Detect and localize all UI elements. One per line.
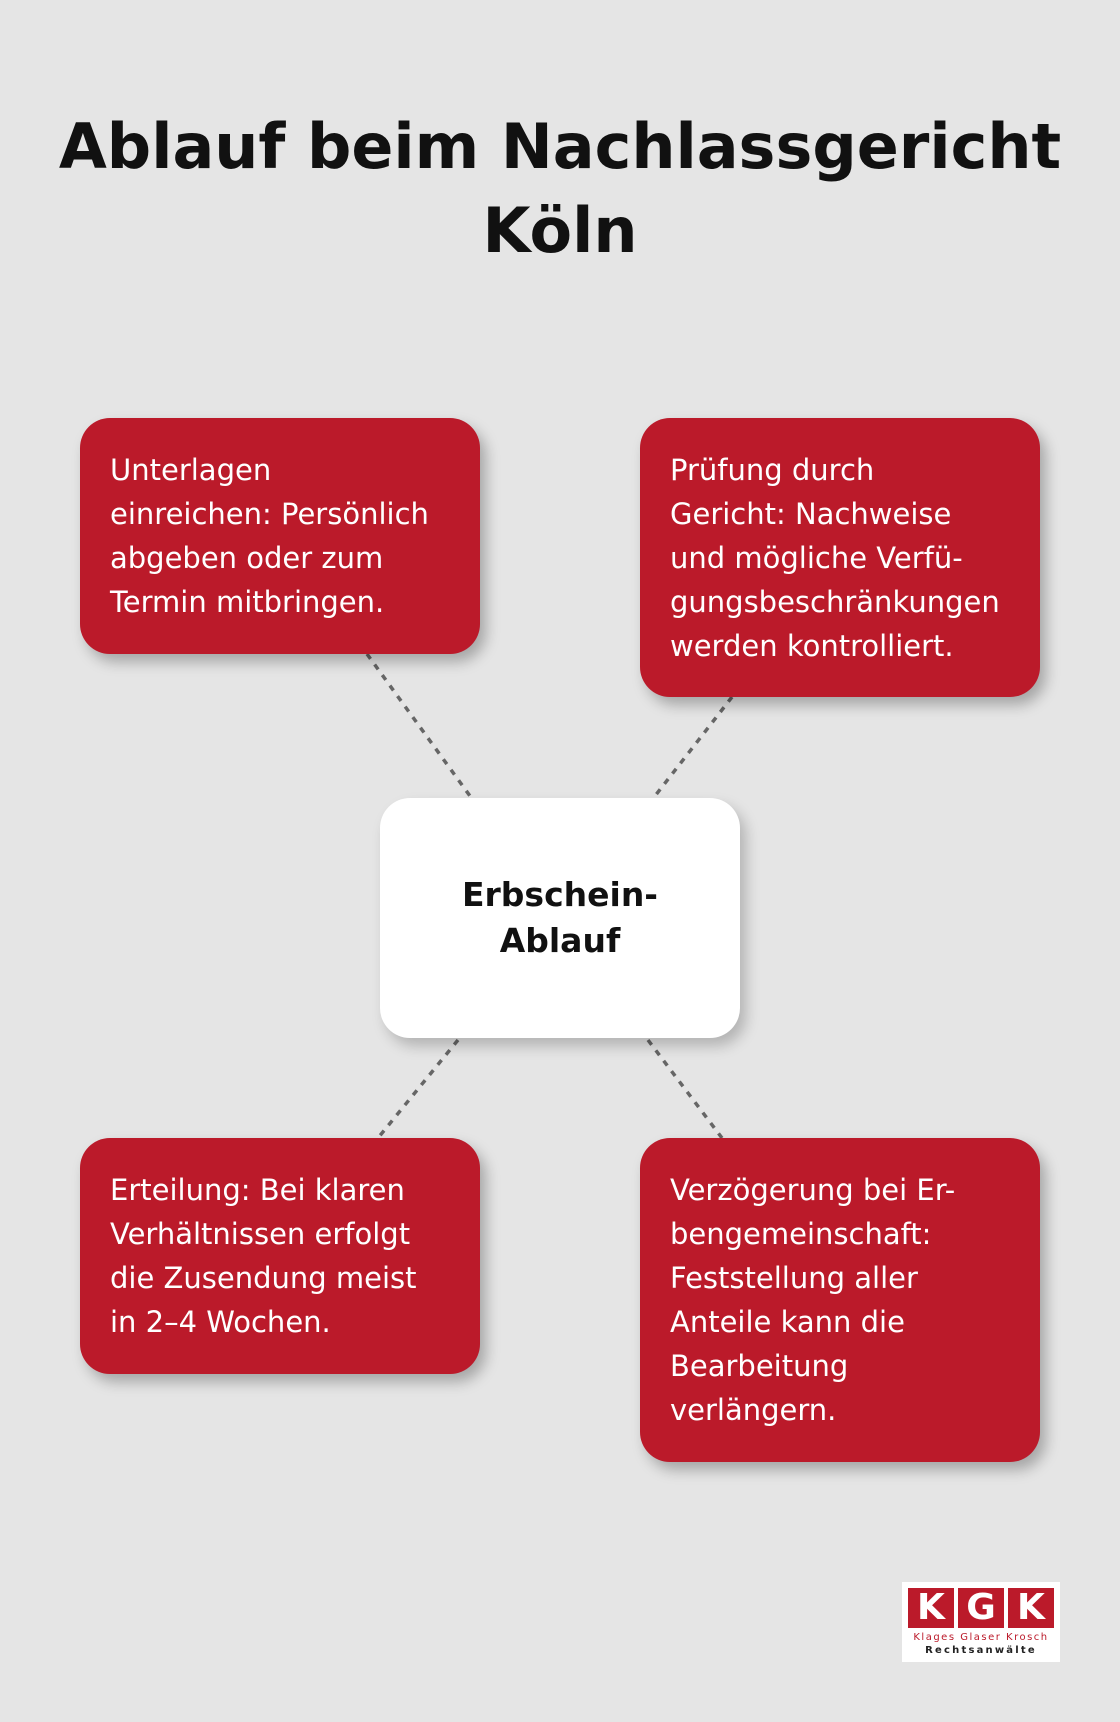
page-title-line-1: Ablauf beim Nachlassgericht — [58, 110, 1062, 183]
connector-bottom-left — [378, 1040, 458, 1138]
card-erteilung — [80, 1138, 480, 1374]
center-line-2: Ablauf — [499, 921, 621, 960]
card-line: Prüfung durch — [670, 453, 875, 487]
card-line: Termin mitbringen. — [110, 585, 385, 619]
card-line: die Zusendung meist — [110, 1261, 417, 1295]
card-pruefung — [640, 418, 1040, 697]
logo-letter-g: G — [958, 1588, 1004, 1628]
card-line: gungsbeschränkungen — [670, 585, 1000, 619]
center-node — [380, 798, 740, 1038]
card-line: Bearbeitung — [670, 1349, 849, 1383]
card-line: verlängern. — [670, 1393, 837, 1427]
connector-top-left — [367, 654, 470, 796]
logo-letter-k2: K — [1008, 1588, 1054, 1628]
card-line: einreichen: Persönlich — [110, 497, 429, 531]
card-unterlagen — [80, 418, 480, 654]
card-line: Gericht: Nachweise — [670, 497, 952, 531]
connector-bottom-right — [648, 1040, 722, 1138]
page-title-line-2: Köln — [482, 194, 638, 267]
card-verzoegerung — [640, 1138, 1040, 1462]
card-line: Verzögerung bei Er- — [670, 1173, 956, 1207]
logo-names: Klages Glaser Krosch — [913, 1632, 1049, 1643]
card-line: Feststellung aller — [670, 1261, 918, 1295]
kgk-logo — [902, 1582, 1060, 1662]
card-line: bengemeinschaft: — [670, 1217, 932, 1251]
card-line: Anteile kann die — [670, 1305, 905, 1339]
card-line: abgeben oder zum — [110, 541, 384, 575]
connector-top-right — [655, 697, 732, 796]
card-line: in 2–4 Wochen. — [110, 1305, 331, 1339]
logo-letter-k1: K — [908, 1588, 954, 1628]
card-line: und mögliche Verfü- — [670, 541, 963, 575]
logo-subtitle: Rechtsanwälte — [925, 1645, 1037, 1656]
card-line: Erteilung: Bei klaren — [110, 1173, 405, 1207]
card-line: werden kontrolliert. — [670, 629, 954, 663]
logo-letters — [908, 1588, 1054, 1628]
card-line: Verhältnissen erfolgt — [110, 1217, 411, 1251]
center-line-1: Erbschein- — [461, 875, 659, 914]
card-line: Unterlagen — [110, 453, 272, 487]
